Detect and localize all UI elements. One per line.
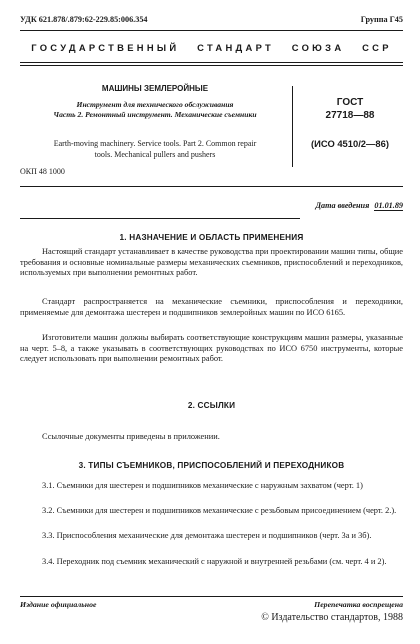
section-1-paragraph-1: Настоящий стандарт устанавливает в качестве руководства при проектировании машин типы, общие требования и основные номинальные размеры механических съемников, приспособлений и переходников, используемых при выполнении ремонтных работ. xyxy=(20,247,403,278)
org-title: ГОСУДАРСТВЕННЫЙ СТАНДАРТ СОЮЗА ССР xyxy=(31,42,392,53)
title-block-divider xyxy=(292,86,293,167)
document-subtitle-2: Часть 2. Ремонтный инструмент. Механические съемники xyxy=(53,110,257,119)
top-rule xyxy=(20,30,403,31)
section-1-heading: 1. НАЗНАЧЕНИЕ И ОБЛАСТЬ ПРИМЕНЕНИЯ xyxy=(119,233,304,242)
date-separator-rule xyxy=(20,218,300,219)
english-title-line-1: Earth-moving machinery. Service tools. Part 2. Common repair xyxy=(53,139,257,148)
document-subtitle-1: Инструмент для технического обслуживания xyxy=(76,100,234,109)
section-3-item: 3.1. Съемники для шестерен и подшипников механические с наружным захватом (черт. 1) xyxy=(42,481,363,490)
section-1-paragraph-2: Стандарт распространяется на механические съемники, приспособления и переходники, применяемые для демонтажа шестерен и подшипников землеройных машин по ИСО 6165. xyxy=(20,297,403,317)
document-title: МАШИНЫ ЗЕМЛЕРОЙНЫЕ xyxy=(101,84,209,93)
section-2-paragraph: Ссылочные документы приведены в приложении. xyxy=(42,432,220,441)
title-rule-bottom xyxy=(20,65,403,66)
official-edition-label: Издание официальное xyxy=(20,600,97,609)
section-2-heading: 2. ССЫЛКИ xyxy=(187,401,236,410)
title-block-bottom-rule xyxy=(20,186,403,187)
section-3-item: 3.2. Съемники для шестерен и подшипников механические с резьбовым присоединением (черт. 2.). xyxy=(42,506,397,515)
english-title-line-2: tools. Mechanical pullers and pushers xyxy=(94,150,216,159)
gost-label: ГОСТ xyxy=(336,97,364,108)
section-3-item: 3.3. Приспособления механические для демонтажа шестерен и подшипников (черт. 3а и 3б). xyxy=(42,531,372,540)
introduction-date-value: 01.01.89 xyxy=(374,201,403,210)
footer-rule xyxy=(20,596,403,597)
reprint-prohibited-label: Перепечатка воспрещена xyxy=(314,600,403,609)
section-3-item: 3.4. Переходник под съемник механический с наружной и внутренней резьбами (см. черт. 4 и 2). xyxy=(42,557,387,566)
iso-reference: (ИСО 4510/2—86) xyxy=(311,138,389,149)
introduction-date-label: Дата введения xyxy=(315,201,370,210)
section-3-heading: 3. ТИПЫ СЪЕМНИКОВ, ПРИСПОСОБЛЕНИЙ И ПЕРЕХОДНИКОВ xyxy=(78,461,345,470)
copyright-notice: © Издательство стандартов, 1988 xyxy=(261,612,403,623)
gost-number: 27718—88 xyxy=(325,110,375,121)
introduction-date xyxy=(315,201,403,210)
section-1-paragraph-3: Изготовители машин должны выбирать соответствующие конструкциям машин размеры, указанные на черт. 5–8, а также указывать в соответствующих руководствах по ИСО 6750 инструменты, которые следует использовать при выполнении ремонтных работ. xyxy=(20,333,403,364)
okp-code: ОКП 48 1000 xyxy=(20,167,65,176)
title-rule-top xyxy=(20,62,403,63)
group-code: Группа Г45 xyxy=(360,15,403,24)
udk-code: УДК 621.878/.879:62-229.85:006.354 xyxy=(20,15,148,24)
